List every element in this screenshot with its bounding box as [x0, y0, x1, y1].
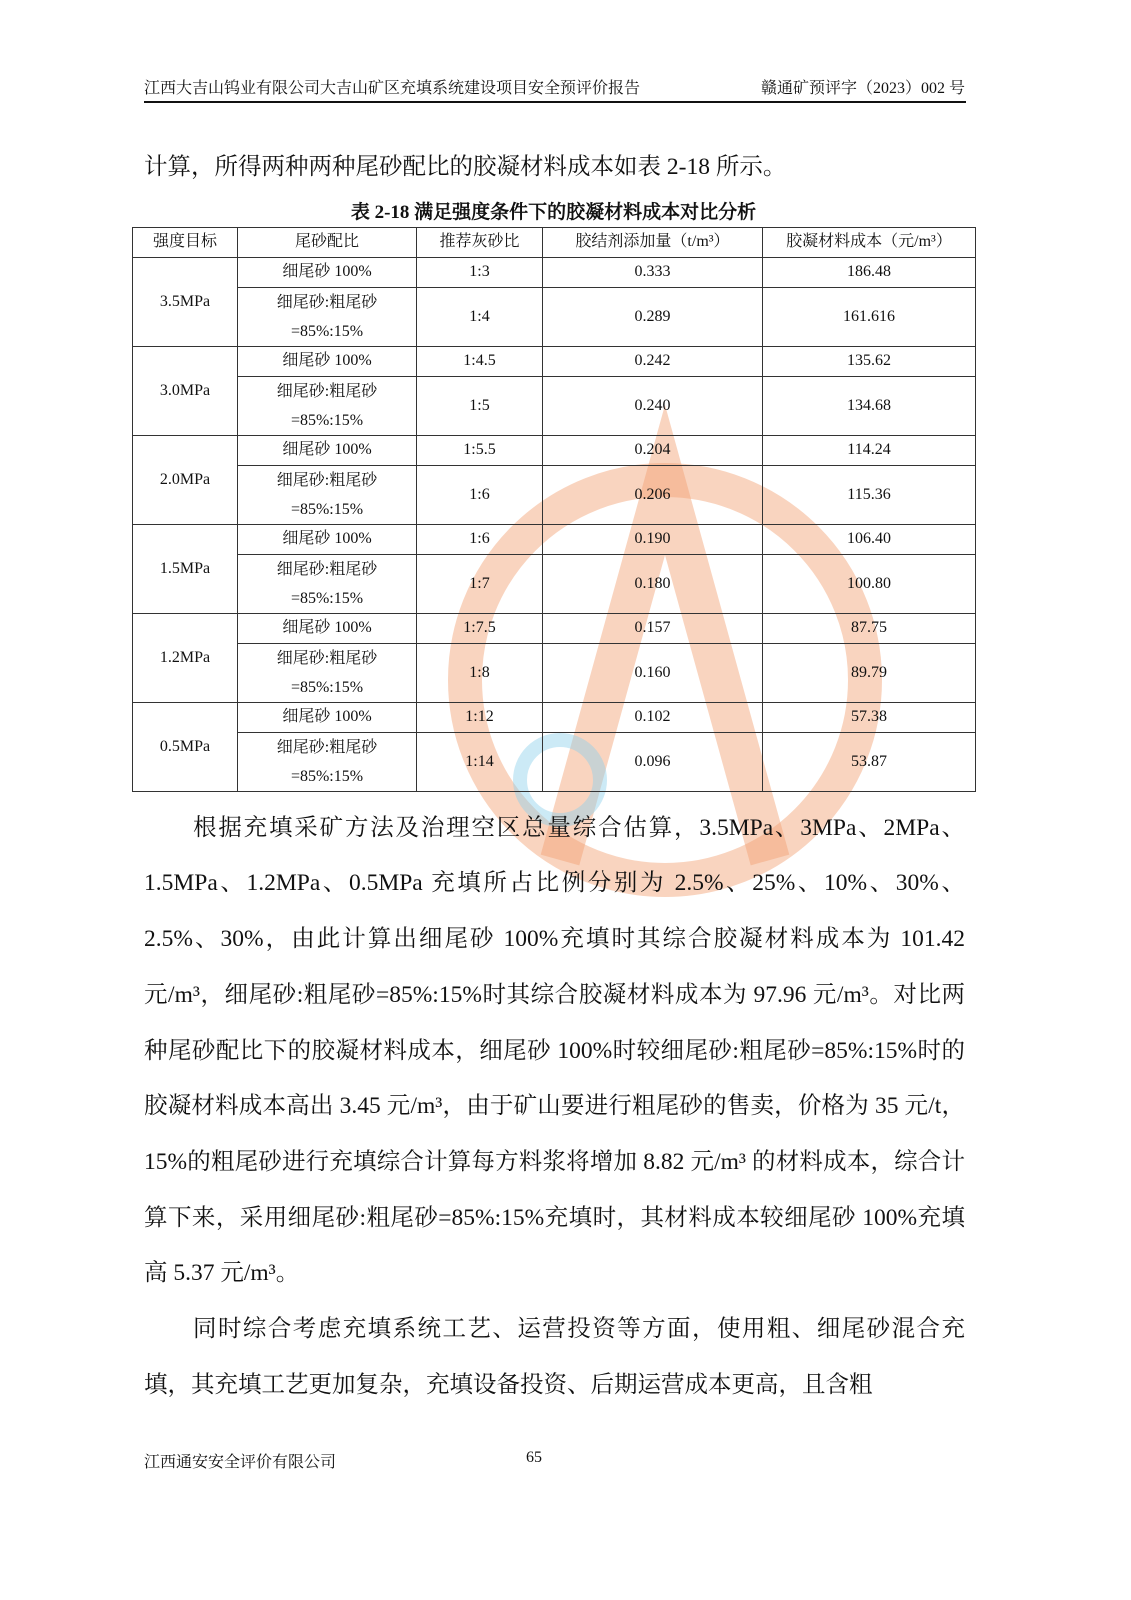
dose-cell: 0.180 — [543, 554, 763, 613]
mix-cell: 细尾砂 100% — [238, 435, 417, 465]
column-header: 胶结剂添加量（t/m³） — [543, 227, 763, 257]
cost-cell: 100.80 — [763, 554, 976, 613]
dose-cell: 0.289 — [543, 287, 763, 346]
mix-cell: 细尾砂 100% — [238, 702, 417, 732]
ratio-cell: 1:4 — [417, 287, 543, 346]
ratio-cell: 1:5.5 — [417, 435, 543, 465]
cost-cell: 89.79 — [763, 643, 976, 702]
ratio-cell: 1:6 — [417, 524, 543, 554]
ratio-cell: 1:14 — [417, 732, 543, 791]
table-row — [133, 702, 976, 732]
table-row — [133, 346, 976, 376]
mix-cell: 细尾砂:粗尾砂=85%:15% — [238, 287, 417, 346]
mix-cell: 细尾砂 100% — [238, 346, 417, 376]
column-header: 推荐灰砂比 — [417, 227, 543, 257]
dose-cell: 0.102 — [543, 702, 763, 732]
dose-cell: 0.096 — [543, 732, 763, 791]
ratio-cell: 1:4.5 — [417, 346, 543, 376]
table-caption: 表 2-18 满足强度条件下的胶凝材料成本对比分析 — [350, 201, 757, 223]
table-row — [133, 643, 976, 702]
intro-text: 计算，所得两种两种尾砂配比的胶凝材料成本如表 2-18 所示。 — [144, 154, 787, 180]
table-row — [133, 732, 976, 791]
cost-cell: 186.48 — [763, 257, 976, 287]
cost-table — [132, 227, 976, 792]
ratio-cell: 1:6 — [417, 465, 543, 524]
dose-cell: 0.242 — [543, 346, 763, 376]
table-row — [133, 554, 976, 613]
paragraph-cost-summary: 根据充填采矿方法及治理空区总量综合估算，3.5MPa、3MPa、2MPa、1.5MPa、1.2MPa、0.5MPa 充填所占比例分别为 2.5%、25%、10%、30%、2.5%、30%，由此计算出细尾砂 100%充填时其综合胶凝材料成本为 101.42 元/m³，细尾砂:粗尾砂=85%:15%时其综合胶凝材料成本为 97.96 元/m³。对比两种尾砂配比下的胶凝材料成本，细尾砂 100%时较细尾砂:粗尾砂=85%:15%时的胶凝材料成本高出 3.45 元/m³，由于矿山要进行粗尾砂的售卖，价格为 35 元/t，15%的粗尾砂进行充填综合计算每方料浆将增加 8.82 元/m³ 的材料成本，综合计算下来，采用细尾砂:粗尾砂=85%:15%充填时，其材料成本较细尾砂 100%充填高 5.37 元/m³。 — [144, 814, 965, 1287]
dose-cell: 0.190 — [543, 524, 763, 554]
ratio-cell: 1:5 — [417, 376, 543, 435]
cost-cell: 161.616 — [763, 287, 976, 346]
table-row — [133, 376, 976, 435]
strength-cell: 0.5MPa — [133, 702, 238, 791]
column-header: 强度目标 — [133, 227, 238, 257]
running-header — [144, 78, 965, 99]
dose-cell: 0.204 — [543, 435, 763, 465]
table-row — [133, 287, 976, 346]
ratio-cell: 1:7 — [417, 554, 543, 613]
table-row — [133, 524, 976, 554]
mix-cell: 细尾砂 100% — [238, 524, 417, 554]
paragraph-process: 同时综合考虑充填系统工艺、运营投资等方面，使用粗、细尾砂混合充填，其充填工艺更加复杂，充填设备投资、后期运营成本更高，且含粗 — [144, 1316, 965, 1398]
footer-company: 江西通安安全评价有限公司 — [144, 1454, 337, 1471]
mix-cell: 细尾砂:粗尾砂=85%:15% — [238, 376, 417, 435]
mix-cell: 细尾砂:粗尾砂=85%:15% — [238, 465, 417, 524]
dose-cell: 0.240 — [543, 376, 763, 435]
dose-cell: 0.160 — [543, 643, 763, 702]
dose-cell: 0.333 — [543, 257, 763, 287]
header-divider — [144, 101, 966, 103]
cost-cell: 135.62 — [763, 346, 976, 376]
header-doc-number: 赣通矿预评字（2023）002 号 — [760, 80, 965, 97]
ratio-cell: 1:7.5 — [417, 613, 543, 643]
ratio-cell: 1:3 — [417, 257, 543, 287]
ratio-cell: 1:12 — [417, 702, 543, 732]
footer — [144, 1429, 965, 1600]
table-row — [133, 435, 976, 465]
dose-cell: 0.157 — [543, 613, 763, 643]
ratio-cell: 1:8 — [417, 643, 543, 702]
strength-cell: 3.5MPa — [133, 257, 238, 346]
dose-cell: 0.206 — [543, 465, 763, 524]
strength-cell: 3.0MPa — [133, 346, 238, 435]
cost-cell: 87.75 — [763, 613, 976, 643]
column-header: 尾砂配比 — [238, 227, 417, 257]
header-title: 江西大吉山钨业有限公司大吉山矿区充填系统建设项目安全预评价报告 — [144, 80, 641, 97]
table-row — [133, 613, 976, 643]
cost-cell: 134.68 — [763, 376, 976, 435]
strength-cell: 1.5MPa — [133, 524, 238, 613]
mix-cell: 细尾砂:粗尾砂=85%:15% — [238, 732, 417, 791]
table-row — [133, 257, 976, 287]
mix-cell: 细尾砂:粗尾砂=85%:15% — [238, 643, 417, 702]
strength-cell: 1.2MPa — [133, 613, 238, 702]
column-header: 胶凝材料成本（元/m³） — [763, 227, 976, 257]
table-row — [133, 465, 976, 524]
cost-cell: 106.40 — [763, 524, 976, 554]
cost-cell: 57.38 — [763, 702, 976, 732]
mix-cell: 细尾砂 100% — [238, 613, 417, 643]
table-header-row — [133, 227, 976, 257]
cost-cell: 53.87 — [763, 732, 976, 791]
mix-cell: 细尾砂 100% — [238, 257, 417, 287]
page-number: 65 — [526, 1449, 543, 1466]
strength-cell: 2.0MPa — [133, 435, 238, 524]
cost-cell: 114.24 — [763, 435, 976, 465]
mix-cell: 细尾砂:粗尾砂=85%:15% — [238, 554, 417, 613]
cost-cell: 115.36 — [763, 465, 976, 524]
